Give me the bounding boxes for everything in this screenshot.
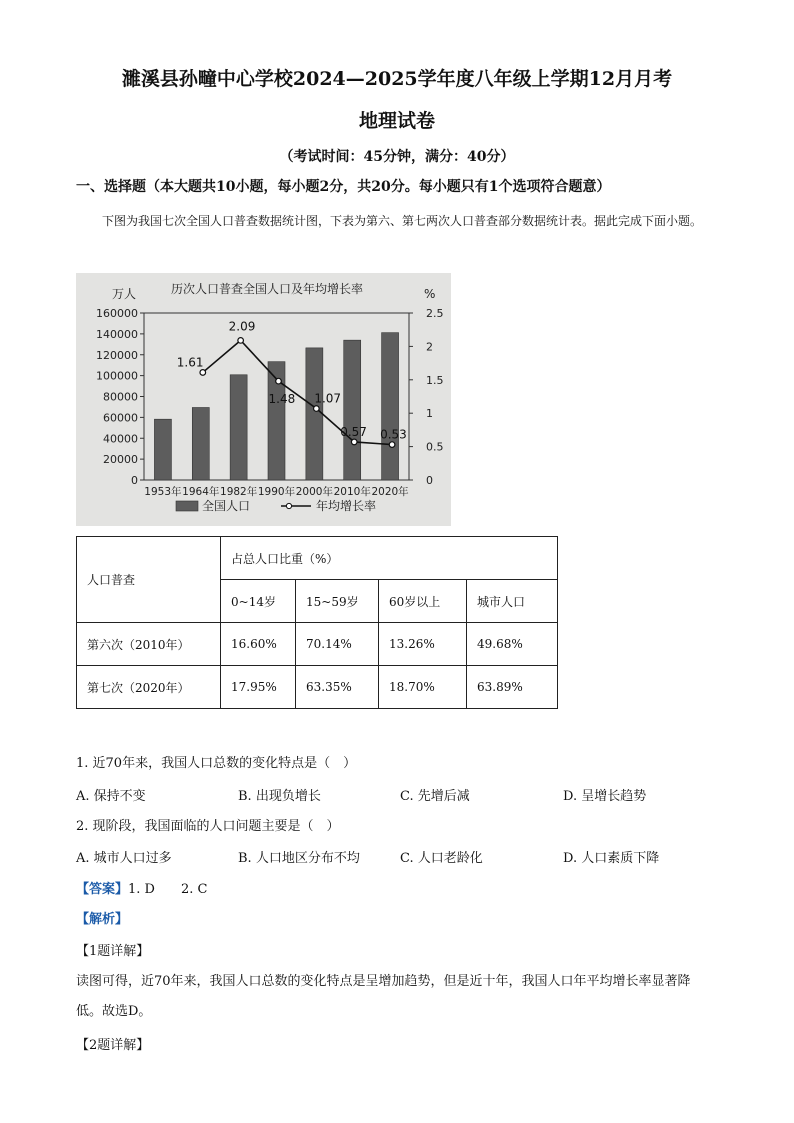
bar-population [154,419,171,480]
y-left-tick-label: 100000 [96,369,138,383]
table-cell: 70.14% [296,623,379,666]
table-col-header: 15~59岁 [296,580,379,623]
legend-line-marker [286,503,291,508]
legend-growth-label: 年均增长率 [316,499,377,513]
question-1-option-d[interactable]: D. 呈增长趋势 [563,789,647,804]
q2-detail-tag: 【2题详解】 [76,1038,150,1053]
x-tick-label: 1953年 [144,486,182,498]
bar-population [230,375,247,480]
section-title: 一、选择题（本大题共10小题，每小题2分，共20分。每小题只有1个选项符合题意） [76,179,611,195]
y-left-tick-label: 20000 [103,453,138,467]
y-right-tick-label: 2 [426,340,433,354]
growth-rate-data-label: 1.61 [176,355,204,370]
growth-rate-data-label: 0.53 [380,427,407,442]
answer-text: 1. D 2. C [128,882,208,897]
y-left-tick-label: 80000 [103,390,138,404]
exam-title: 濉溪县孙疃中心学校2024—2025学年度八年级上学期12月月考 [121,68,673,90]
chart-svg [76,273,451,526]
table-cell: 16.60% [221,623,296,666]
growth-rate-data-label: 2.09 [228,319,256,334]
population-chart [76,273,451,526]
table-cell: 63.89% [467,666,558,709]
legend-population-label: 全国人口 [202,499,251,513]
table-cell: 63.35% [296,666,379,709]
y-right-tick-label: 0 [426,474,433,487]
x-tick-label: 2020年 [371,486,409,498]
y-left-tick-label: 120000 [96,348,138,362]
table-col-header: 60岁以上 [379,580,467,623]
table-cell: 13.26% [379,623,467,666]
table-row-header: 人口普查 [77,537,221,623]
question-2-option-d[interactable]: D. 人口素质下降 [563,851,660,866]
x-tick-label: 1964年 [182,486,220,498]
y-right-tick-label: 1.5 [426,373,444,387]
table-row [77,623,558,666]
y-left-tick-label: 40000 [103,432,138,446]
question-1-stem: 1. 近70年来，我国人口总数的变化特点是（ ） [76,756,357,771]
bar-population [382,333,399,480]
table-cell: 18.70% [379,666,467,709]
question-2-option-a[interactable]: A. 城市人口过多 [76,851,172,866]
x-tick-label: 1982年 [220,486,258,498]
exam-subject: 地理试卷 [358,110,435,132]
growth-rate-point [351,439,357,445]
chart-title: 历次人口普查全国人口及年均增长率 [171,282,364,296]
growth-rate-point [200,370,206,376]
question-1-option-b[interactable]: B. 出现负增长 [238,789,321,804]
q1-detail-tag: 【1题详解】 [76,944,150,959]
growth-rate-point [238,338,244,344]
y-left-tick-label: 160000 [96,307,138,320]
y-left-tick-label: 0 [131,474,138,487]
question-2-stem: 2. 现阶段，我国面临的人口问题主要是（ ） [76,819,340,834]
table-col-header: 0~14岁 [221,580,296,623]
q1-detail-text: 读图可得，近70年来，我国人口总数的变化特点是呈增加趋势，但是近十年，我国人口年平均增长率显著降低。故选D。 [76,974,691,1019]
table-row-label: 第六次（2010年） [77,623,221,666]
section-intro: 下图为我国七次全国人口普查数据统计图，下表为第六、第七两次人口普查部分数据统计表。据此完成下面小题。 [102,214,703,228]
x-tick-label: 2010年 [333,486,371,498]
x-tick-label: 1990年 [257,486,296,498]
table-row [77,666,558,709]
legend-bar-swatch [176,501,198,511]
table-group-header: 占总人口比重（%） [221,537,558,580]
answer-tag: 【答案】 [76,882,129,897]
growth-rate-point [276,378,282,384]
growth-rate-data-label: 1.48 [268,392,296,407]
census-table [76,536,558,709]
y-left-tick-label: 140000 [96,327,138,341]
y-right-tick-label: 0.5 [426,440,444,454]
analysis-tag: 【解析】 [76,912,129,927]
question-2-option-b[interactable]: B. 人口地区分布不均 [238,851,360,866]
y-right-tick-label: 2.5 [426,307,444,320]
bar-population [344,340,361,480]
growth-rate-data-label: 1.07 [314,391,342,406]
y-left-label: 万人 [112,287,137,301]
table-row-label: 第七次（2020年） [77,666,221,709]
y-right-label: % [424,287,436,301]
y-left-tick-label: 60000 [103,411,138,425]
question-1-option-a[interactable]: A. 保持不变 [76,789,146,804]
question-1-option-c[interactable]: C. 先增后减 [400,789,470,804]
table-cell: 49.68% [467,623,558,666]
growth-rate-point [389,442,395,448]
bar-population [192,408,209,480]
table-col-header: 城市人口 [467,580,558,623]
growth-rate-data-label: 0.57 [340,424,367,439]
bar-population [306,348,323,480]
exam-info: （考试时间：45分钟，满分：40分） [279,149,515,165]
answer-line [76,878,207,897]
y-right-tick-label: 1 [426,407,433,421]
growth-rate-point [314,406,320,412]
table-cell: 17.95% [221,666,296,709]
x-tick-label: 2000年 [295,486,333,498]
question-2-option-c[interactable]: C. 人口老龄化 [400,851,483,866]
